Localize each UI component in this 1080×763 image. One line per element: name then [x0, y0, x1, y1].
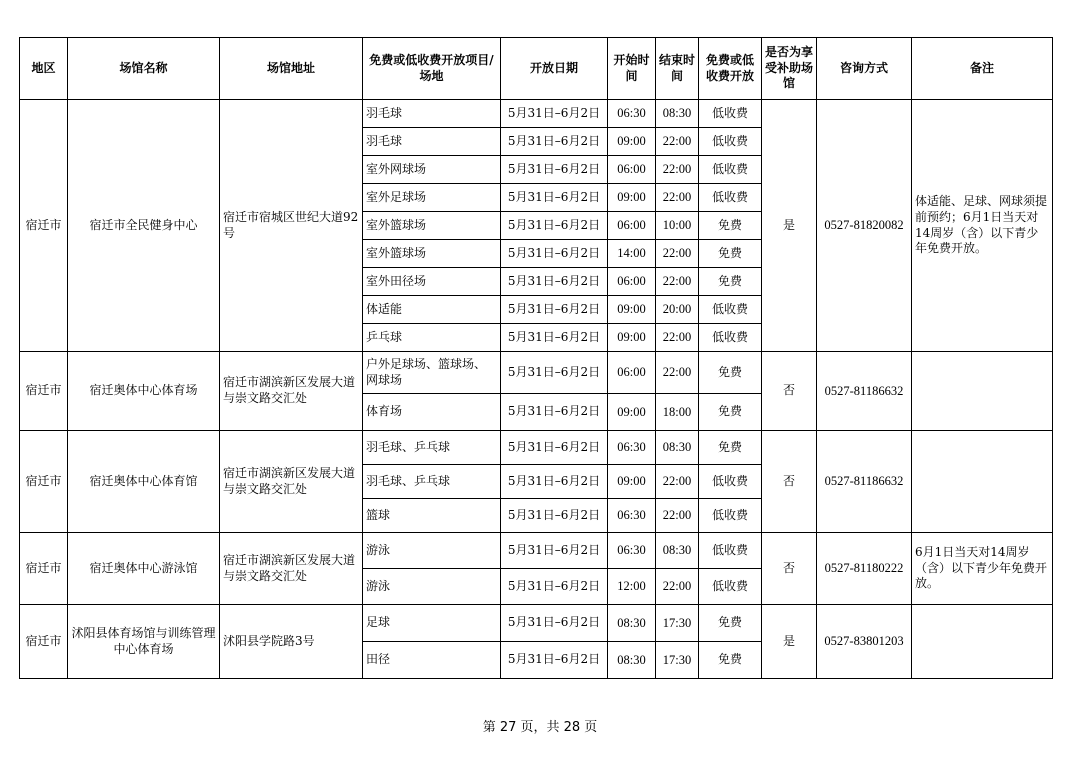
header-venue-address: 场馆地址	[220, 38, 363, 100]
header-fee-type: 免费或低收费开放	[699, 38, 762, 100]
page-number: 第 27 页，共 28 页	[482, 720, 598, 735]
contact-cell: 0527-83801203	[817, 605, 912, 679]
header-project: 免费或低收费开放项目/场地	[363, 38, 501, 100]
date-cell: 5月31日–6月2日	[501, 268, 608, 296]
table-row	[20, 431, 1053, 465]
start-time-cell: 09:00	[608, 465, 656, 499]
date-cell: 5月31日–6月2日	[501, 212, 608, 240]
start-time-cell: 06:00	[608, 352, 656, 394]
project-cell: 羽毛球、乒乓球	[363, 431, 501, 465]
start-time-cell: 12:00	[608, 569, 656, 605]
end-time-cell: 22:00	[656, 156, 699, 184]
contact-cell: 0527-81180222	[817, 533, 912, 605]
contact-cell: 0527-81186632	[817, 352, 912, 431]
venue-name-cell: 宿迁奥体中心体育馆	[68, 431, 220, 533]
subsidy-cell: 否	[762, 431, 817, 533]
fee-cell: 低收费	[699, 296, 762, 324]
subsidy-cell: 是	[762, 100, 817, 352]
table-row	[20, 352, 1053, 394]
project-cell: 游泳	[363, 533, 501, 569]
header-end-time: 结束时间	[656, 38, 699, 100]
fee-cell: 免费	[699, 240, 762, 268]
start-time-cell: 08:30	[608, 642, 656, 679]
end-time-cell: 22:00	[656, 569, 699, 605]
end-time-cell: 22:00	[656, 184, 699, 212]
subsidy-cell: 否	[762, 533, 817, 605]
fee-cell: 低收费	[699, 499, 762, 533]
subsidy-cell: 否	[762, 352, 817, 431]
end-time-cell: 22:00	[656, 128, 699, 156]
start-time-cell: 06:00	[608, 212, 656, 240]
start-time-cell: 06:30	[608, 431, 656, 465]
start-time-cell: 06:30	[608, 100, 656, 128]
fee-cell: 免费	[699, 431, 762, 465]
project-cell: 游泳	[363, 569, 501, 605]
fee-cell: 低收费	[699, 533, 762, 569]
header-start-time: 开始时间	[608, 38, 656, 100]
fee-cell: 低收费	[699, 324, 762, 352]
date-cell: 5月31日–6月2日	[501, 499, 608, 533]
end-time-cell: 22:00	[656, 499, 699, 533]
start-time-cell: 09:00	[608, 296, 656, 324]
end-time-cell: 08:30	[656, 431, 699, 465]
project-cell: 篮球	[363, 499, 501, 533]
end-time-cell: 22:00	[656, 240, 699, 268]
start-time-cell: 06:00	[608, 268, 656, 296]
project-cell: 室外篮球场	[363, 212, 501, 240]
start-time-cell: 09:00	[608, 324, 656, 352]
start-time-cell: 09:00	[608, 184, 656, 212]
fee-cell: 低收费	[699, 100, 762, 128]
end-time-cell: 22:00	[656, 324, 699, 352]
table-row	[20, 100, 1053, 128]
fee-cell: 低收费	[699, 156, 762, 184]
header-note: 备注	[912, 38, 1053, 100]
fee-cell: 低收费	[699, 128, 762, 156]
date-cell: 5月31日–6月2日	[501, 296, 608, 324]
date-cell: 5月31日–6月2日	[501, 100, 608, 128]
end-time-cell: 22:00	[656, 465, 699, 499]
date-cell: 5月31日–6月2日	[501, 156, 608, 184]
header-subsidy: 是否为享受补助场馆	[762, 38, 817, 100]
date-cell: 5月31日–6月2日	[501, 605, 608, 642]
fee-cell: 免费	[699, 605, 762, 642]
fee-cell: 低收费	[699, 465, 762, 499]
date-cell: 5月31日–6月2日	[501, 431, 608, 465]
end-time-cell: 22:00	[656, 352, 699, 394]
note-cell	[912, 352, 1053, 431]
date-cell: 5月31日–6月2日	[501, 240, 608, 268]
project-cell: 羽毛球、乒乓球	[363, 465, 501, 499]
date-cell: 5月31日–6月2日	[501, 465, 608, 499]
header-contact: 咨询方式	[817, 38, 912, 100]
end-time-cell: 20:00	[656, 296, 699, 324]
venue-name-cell: 宿迁奥体中心体育场	[68, 352, 220, 431]
fee-cell: 低收费	[699, 184, 762, 212]
project-cell: 体育场	[363, 394, 501, 431]
end-time-cell: 22:00	[656, 268, 699, 296]
project-cell: 体适能	[363, 296, 501, 324]
venue-table	[19, 37, 1053, 679]
venue-name-cell: 宿迁市全民健身中心	[68, 100, 220, 352]
date-cell: 5月31日–6月2日	[501, 569, 608, 605]
header-row	[20, 38, 1053, 100]
fee-cell: 免费	[699, 394, 762, 431]
date-cell: 5月31日–6月2日	[501, 533, 608, 569]
table-row	[20, 533, 1053, 569]
region-cell: 宿迁市	[20, 605, 68, 679]
date-cell: 5月31日–6月2日	[501, 128, 608, 156]
note-cell	[912, 605, 1053, 679]
project-cell: 乒乓球	[363, 324, 501, 352]
start-time-cell: 06:30	[608, 499, 656, 533]
date-cell: 5月31日–6月2日	[501, 394, 608, 431]
region-cell: 宿迁市	[20, 431, 68, 533]
venue-address-cell: 宿迁市湖滨新区发展大道与崇文路交汇处	[220, 533, 363, 605]
project-cell: 羽毛球	[363, 128, 501, 156]
date-cell: 5月31日–6月2日	[501, 352, 608, 394]
end-time-cell: 08:30	[656, 100, 699, 128]
start-time-cell: 06:00	[608, 156, 656, 184]
venue-address-cell: 宿迁市宿城区世纪大道92号	[220, 100, 363, 352]
fee-cell: 免费	[699, 268, 762, 296]
header-region: 地区	[20, 38, 68, 100]
fee-cell: 低收费	[699, 569, 762, 605]
project-cell: 室外田径场	[363, 268, 501, 296]
venue-address-cell: 宿迁市湖滨新区发展大道与崇文路交汇处	[220, 431, 363, 533]
contact-cell: 0527-81820082	[817, 100, 912, 352]
date-cell: 5月31日–6月2日	[501, 324, 608, 352]
venue-name-cell: 宿迁奥体中心游泳馆	[68, 533, 220, 605]
date-cell: 5月31日–6月2日	[501, 642, 608, 679]
region-cell: 宿迁市	[20, 100, 68, 352]
header-venue-name: 场馆名称	[68, 38, 220, 100]
start-time-cell: 09:00	[608, 128, 656, 156]
contact-cell: 0527-81186632	[817, 431, 912, 533]
end-time-cell: 17:30	[656, 642, 699, 679]
project-cell: 羽毛球	[363, 100, 501, 128]
region-cell: 宿迁市	[20, 352, 68, 431]
project-cell: 室外网球场	[363, 156, 501, 184]
venue-address-cell: 宿迁市湖滨新区发展大道与崇文路交汇处	[220, 352, 363, 431]
project-cell: 足球	[363, 605, 501, 642]
fee-cell: 免费	[699, 352, 762, 394]
start-time-cell: 08:30	[608, 605, 656, 642]
note-cell: 6月1日当天对14周岁（含）以下青少年免费开放。	[912, 533, 1053, 605]
subsidy-cell: 是	[762, 605, 817, 679]
note-cell: 体适能、足球、网球须提前预约；6月1日当天对14周岁（含）以下青少年免费开放。	[912, 100, 1053, 352]
venue-address-cell: 沭阳县学院路3号	[220, 605, 363, 679]
region-cell: 宿迁市	[20, 533, 68, 605]
venue-name-cell: 沭阳县体育场馆与训练管理中心体育场	[68, 605, 220, 679]
project-cell: 田径	[363, 642, 501, 679]
start-time-cell: 14:00	[608, 240, 656, 268]
end-time-cell: 18:00	[656, 394, 699, 431]
fee-cell: 免费	[699, 642, 762, 679]
table-row	[20, 605, 1053, 642]
fee-cell: 免费	[699, 212, 762, 240]
end-time-cell: 08:30	[656, 533, 699, 569]
date-cell: 5月31日–6月2日	[501, 184, 608, 212]
note-cell	[912, 431, 1053, 533]
header-open-date: 开放日期	[501, 38, 608, 100]
end-time-cell: 17:30	[656, 605, 699, 642]
project-cell: 室外篮球场	[363, 240, 501, 268]
start-time-cell: 06:30	[608, 533, 656, 569]
start-time-cell: 09:00	[608, 394, 656, 431]
end-time-cell: 10:00	[656, 212, 699, 240]
project-cell: 户外足球场、篮球场、网球场	[363, 352, 501, 394]
project-cell: 室外足球场	[363, 184, 501, 212]
